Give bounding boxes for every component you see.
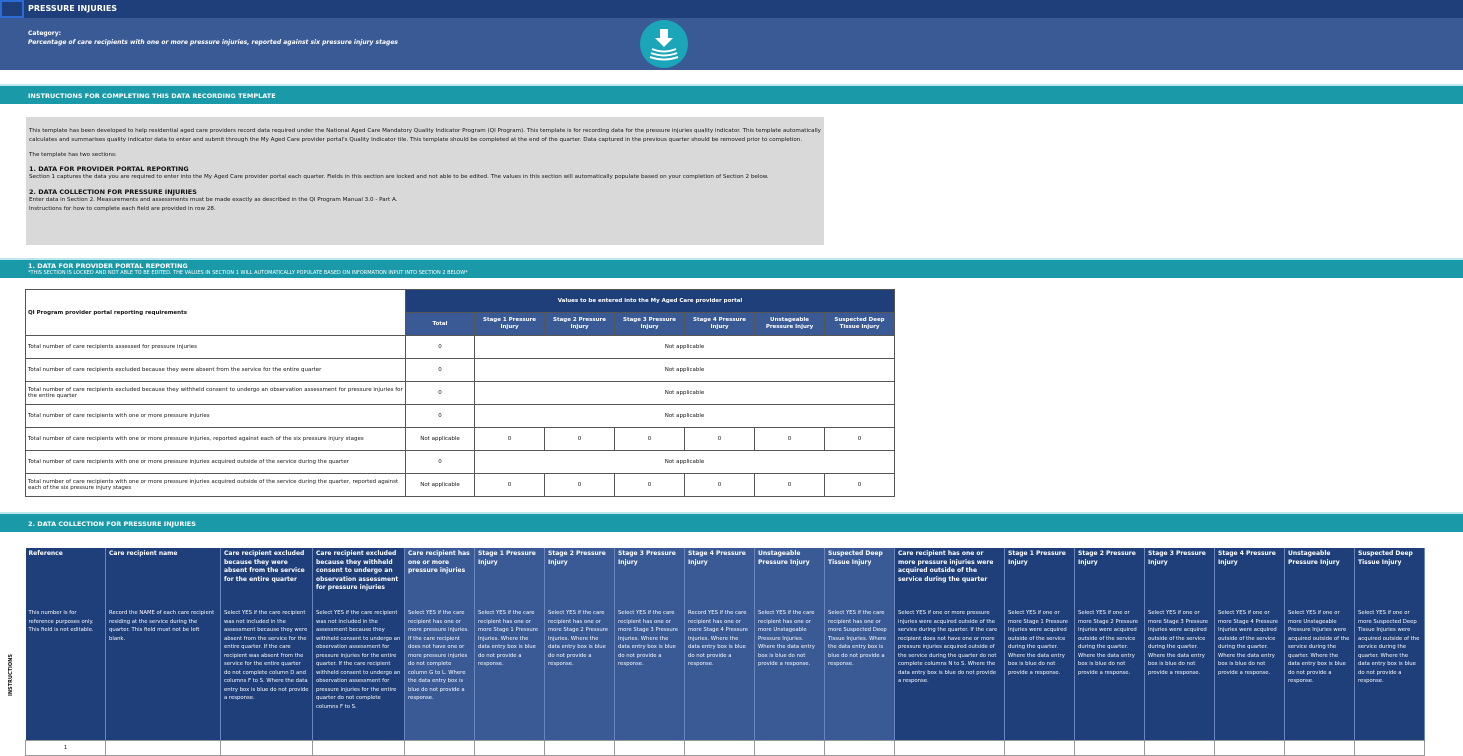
portal-row — [26, 405, 895, 428]
column-header: Stage 4 Pressure Injury — [1215, 548, 1285, 606]
column-header: Stage 1 Pressure Injury — [1005, 548, 1075, 606]
column-header: Stage 3 Pressure Injury — [615, 548, 685, 606]
portal-row — [26, 428, 895, 451]
col-header: Stage 4 Pressure Injury — [685, 313, 755, 336]
instructions-intro: This template has been developed to help residential aged care providers record data required under the National Aged Care Mandatory Quality Indicator Program (QI Program). This template is for recording data for the pressure injuries quality indicator. This template automatically calculates and summarises quality indicator data to enter and submit through the My Aged Care provider portal's Quality Indicator tile. This template should be completed at the end of the quarter. Data captured in the previous quarter should be removed prior to completion. — [29, 128, 821, 143]
req-header: QI Program provider portal reporting requirements — [26, 290, 406, 336]
portal-row — [26, 336, 895, 359]
data-entry-cell[interactable] — [1285, 740, 1355, 756]
portal-stage-value: 0 — [825, 474, 895, 497]
portal-stage-value: 0 — [825, 428, 895, 451]
portal-not-applicable: Not applicable — [475, 382, 895, 405]
column-header: Care recipient has one or more pressure injuries were acquired outside of the service during the quarter — [895, 548, 1005, 606]
instructions-side-label: INSTRUCTIONS — [8, 654, 14, 696]
reference-cell: 1 — [26, 740, 106, 756]
col-header: Stage 1 Pressure Injury — [475, 313, 545, 336]
portal-row-total: 0 — [406, 451, 475, 474]
column-instruction: Select YES if the care recipient has one or more Stage 2 Pressure Injuries. Where the data entry box is blue do not provide a response. — [545, 606, 615, 740]
column-instruction: Select YES if one or more Stage 3 Pressure Injuries were acquired outside of the service during the quarter. Where the data entry box is blue do not provide a response. — [1145, 606, 1215, 740]
portal-row — [26, 451, 895, 474]
portal-row-total: Not applicable — [406, 474, 475, 497]
column-instruction: Select YES if the care recipient was not included in the assessment because they were absent from the service for the entire quarter. If the care recipient was absent from the service for the entire quarter do not complete column D and columns F to S. Where the data entry box is blue do not provide a response. — [221, 606, 313, 740]
column-instruction: Record the NAME of each care recipient residing at the service during the quarter. This field must not be left blank. — [106, 606, 221, 740]
col-header: Suspected Deep Tissue Injury — [825, 313, 895, 336]
column-header: Stage 4 Pressure Injury — [685, 548, 755, 606]
column-header: Stage 3 Pressure Injury — [1145, 548, 1215, 606]
page-title: PRESSURE INJURIES — [0, 0, 1463, 18]
column-instruction: Record YES if the care recipient has one or more Stage 4 Pressure Injuries. Where the data entry box is blue do not provide a response. — [685, 606, 755, 740]
portal-stage-value: 0 — [755, 428, 825, 451]
column-instruction: Select YES if the care recipient has one or more Stage 1 Pressure Injuries. Where the data entry box is blue do not provide a response. — [475, 606, 545, 740]
data-entry-cell[interactable] — [1145, 740, 1215, 756]
data-entry-cell[interactable] — [1355, 740, 1425, 756]
data-collection-table — [25, 548, 1425, 756]
section1-note: *THIS SECTION IS LOCKED AND NOT ABLE TO BE EDITED. THE VALUES IN SECTION 1 WILL AUTOMATICALLY POPULATE BASED ON INFORMATION INPUT INTO SECTION 2 BELOW* — [28, 270, 468, 276]
column-instruction: Select YES if one or more Stage 1 Pressure Injuries were acquired outside of the service during the quarter. Where the data entry box is blue do not provide a response. — [1005, 606, 1075, 740]
data-entry-cell[interactable] — [106, 740, 221, 756]
values-header: Values to be entered into the My Aged Care provider portal — [406, 290, 895, 313]
column-instruction: Select YES if one or more Suspected Deep Tissue Injuries were acquired outside of the service during the quarter. Where the data entry box is blue do not provide a response. — [1355, 606, 1425, 740]
data-entry-cell[interactable] — [615, 740, 685, 756]
portal-row-label: Total number of care recipients with one or more pressure injuries — [26, 405, 406, 428]
portal-row-total: Not applicable — [406, 428, 475, 451]
data-entry-cell[interactable] — [895, 740, 1005, 756]
portal-row — [26, 382, 895, 405]
data-entry-cell[interactable] — [1215, 740, 1285, 756]
portal-not-applicable: Not applicable — [475, 336, 895, 359]
portal-not-applicable: Not applicable — [475, 359, 895, 382]
portal-stage-value: 0 — [475, 428, 545, 451]
column-header: Suspected Deep Tissue Injury — [825, 548, 895, 606]
portal-stage-value: 0 — [545, 474, 615, 497]
portal-row-label: Total number of care recipients excluded because they withheld consent to undergo an observation assessment for pressure injuries for the entire quarter — [26, 382, 406, 405]
portal-stage-value: 0 — [685, 428, 755, 451]
data-entry-cell[interactable] — [685, 740, 755, 756]
category-text: Percentage of care recipients with one or more pressure injuries, reported against six pressure injury stages — [28, 39, 398, 46]
instructions-s2-text: Enter data in Section 2. Measurements and assessments must be made exactly as described in the QI Program Manual 3.0 - Part A. — [29, 197, 398, 204]
download-icon[interactable] — [640, 20, 688, 68]
column-header: Care recipient excluded because they withheld consent to undergo an observation assessment for pressure injuries — [313, 548, 405, 606]
data-entry-cell[interactable] — [475, 740, 545, 756]
column-instruction: Select YES if the care recipient has one or more pressure injuries. If the care recipient does not have one or more pressure injuries do not complete column G to L. Where the data entry box is blue do not provide a response. — [405, 606, 475, 740]
instructions-box — [26, 117, 824, 245]
portal-stage-value: 0 — [615, 474, 685, 497]
portal-row-label: Total number of care recipients assessed for pressure injuries — [26, 336, 406, 359]
data-entry-cell[interactable] — [405, 740, 475, 756]
column-instruction: Select YES if one or more pressure injuries were acquired outside of the service during the quarter. If the care recipient does not have one or more pressure injuries acquired outside of the service during the quarter do not complete columns N to S. Where the data entry box is blue do not provide a response. — [895, 606, 1005, 740]
portal-row-label: Total number of care recipients excluded because they were absent from the service for the entire quarter — [26, 359, 406, 382]
portal-table — [25, 289, 895, 497]
portal-stage-value: 0 — [615, 428, 685, 451]
col-header: Unstageable Pressure Injury — [755, 313, 825, 336]
portal-row-label: Total number of care recipients with one or more pressure injuries acquired outside of the service during the quarter, reported against each of the six pressure injury stages — [26, 474, 406, 497]
category-label: Category: — [28, 30, 62, 37]
section1-title: 1. DATA FOR PROVIDER PORTAL REPORTING — [28, 262, 188, 270]
column-header: Care recipient has one or more pressure injuries — [405, 548, 475, 606]
instructions-s1-title: 1. DATA FOR PROVIDER PORTAL REPORTING — [29, 165, 189, 174]
column-header: Stage 1 Pressure Injury — [475, 548, 545, 606]
portal-row-total: 0 — [406, 382, 475, 405]
data-entry-cell[interactable] — [221, 740, 313, 756]
section2-band: 2. DATA COLLECTION FOR PRESSURE INJURIES — [0, 512, 1463, 532]
column-instruction: Select YES if the care recipient has one or more Stage 3 Pressure Injuries. Where the data entry box is blue do not provide a response. — [615, 606, 685, 740]
portal-stage-value: 0 — [475, 474, 545, 497]
col-header: Stage 3 Pressure Injury — [615, 313, 685, 336]
data-entry-cell[interactable] — [545, 740, 615, 756]
column-header: Reference — [26, 548, 106, 606]
column-header: Stage 2 Pressure Injury — [1075, 548, 1145, 606]
column-header: Care recipient excluded because they were absent from the service for the entire quarter — [221, 548, 313, 606]
data-entry-cell[interactable] — [313, 740, 405, 756]
portal-row-label: Total number of care recipients with one or more pressure injuries acquired outside of the service during the quarter — [26, 451, 406, 474]
portal-not-applicable: Not applicable — [475, 405, 895, 428]
instructions-s1-text: Section 1 captures the data you are required to enter into the My Aged Care provider portal each quarter. Fields in this section are locked and not able to be edited. The values in this section will automatically populate based on your completion of Section 2 below. — [29, 174, 769, 181]
col-header: Total — [406, 313, 475, 336]
cell-selection[interactable] — [0, 0, 24, 18]
category-band — [0, 18, 1463, 70]
instructions-has-two: The template has two sections: — [29, 151, 117, 158]
portal-not-applicable: Not applicable — [475, 451, 895, 474]
column-instruction: Select YES if the care recipient has one or more Unstageable Pressure Injuries. Where the data entry box is blue do not provide a response. — [755, 606, 825, 740]
portal-row-total: 0 — [406, 359, 475, 382]
portal-row-total: 0 — [406, 405, 475, 428]
portal-stage-value: 0 — [755, 474, 825, 497]
column-header: Care recipient name — [106, 548, 221, 606]
column-instruction: Select YES if one or more Unstageable Pressure Injuries were acquired outside of the service during the quarter. Where the data entry box is blue do not provide a response. — [1285, 606, 1355, 740]
data-entry-cell[interactable] — [1005, 740, 1075, 756]
data-entry-cell[interactable] — [825, 740, 895, 756]
column-header: Unstageable Pressure Injury — [1285, 548, 1355, 606]
instructions-s2-title: 2. DATA COLLECTION FOR PRESSURE INJURIES — [29, 188, 197, 197]
portal-stage-value: 0 — [545, 428, 615, 451]
data-entry-cell[interactable] — [1075, 740, 1145, 756]
column-instruction: Select YES if one or more Stage 2 Pressure Injuries were acquired outside of the service during the quarter. Where the data entry box is blue do not provide a response. — [1075, 606, 1145, 740]
col-header: Stage 2 Pressure Injury — [545, 313, 615, 336]
column-header: Stage 2 Pressure Injury — [545, 548, 615, 606]
column-header: Suspected Deep Tissue Injury — [1355, 548, 1425, 606]
portal-row-label: Total number of care recipients with one or more pressure injuries, reported against each of the six pressure injury stages — [26, 428, 406, 451]
column-instruction: This number is for reference purposes only. This field is not editable. — [26, 606, 106, 740]
instructions-band: INSTRUCTIONS FOR COMPLETING THIS DATA RECORDING TEMPLATE — [0, 84, 1463, 104]
column-instruction: Select YES if the care recipient has one or more Suspected Deep Tissue Injuries. Where the data entry box is blue do not provide a response. — [825, 606, 895, 740]
portal-row-total: 0 — [406, 336, 475, 359]
column-header: Unstageable Pressure Injury — [755, 548, 825, 606]
section1-band — [0, 258, 1463, 278]
portal-row — [26, 359, 895, 382]
data-entry-cell[interactable] — [755, 740, 825, 756]
column-instruction: Select YES if the care recipient was not included in the assessment because they withheld consent to undergo an observation assessment for pressure injuries for the entire quarter. If the care recipient withheld consent to undergo an observation assessment for pressure injuries for the entire quarter do not complete columns F to S. — [313, 606, 405, 740]
portal-stage-value: 0 — [685, 474, 755, 497]
portal-row — [26, 474, 895, 497]
column-instruction: Select YES if one or more Stage 4 Pressure Injuries were acquired outside of the service during the quarter. Where the data entry box is blue do not provide a response. — [1215, 606, 1285, 740]
instructions-s2-text2: Instructions for how to complete each field are provided in row 28. — [29, 205, 216, 212]
